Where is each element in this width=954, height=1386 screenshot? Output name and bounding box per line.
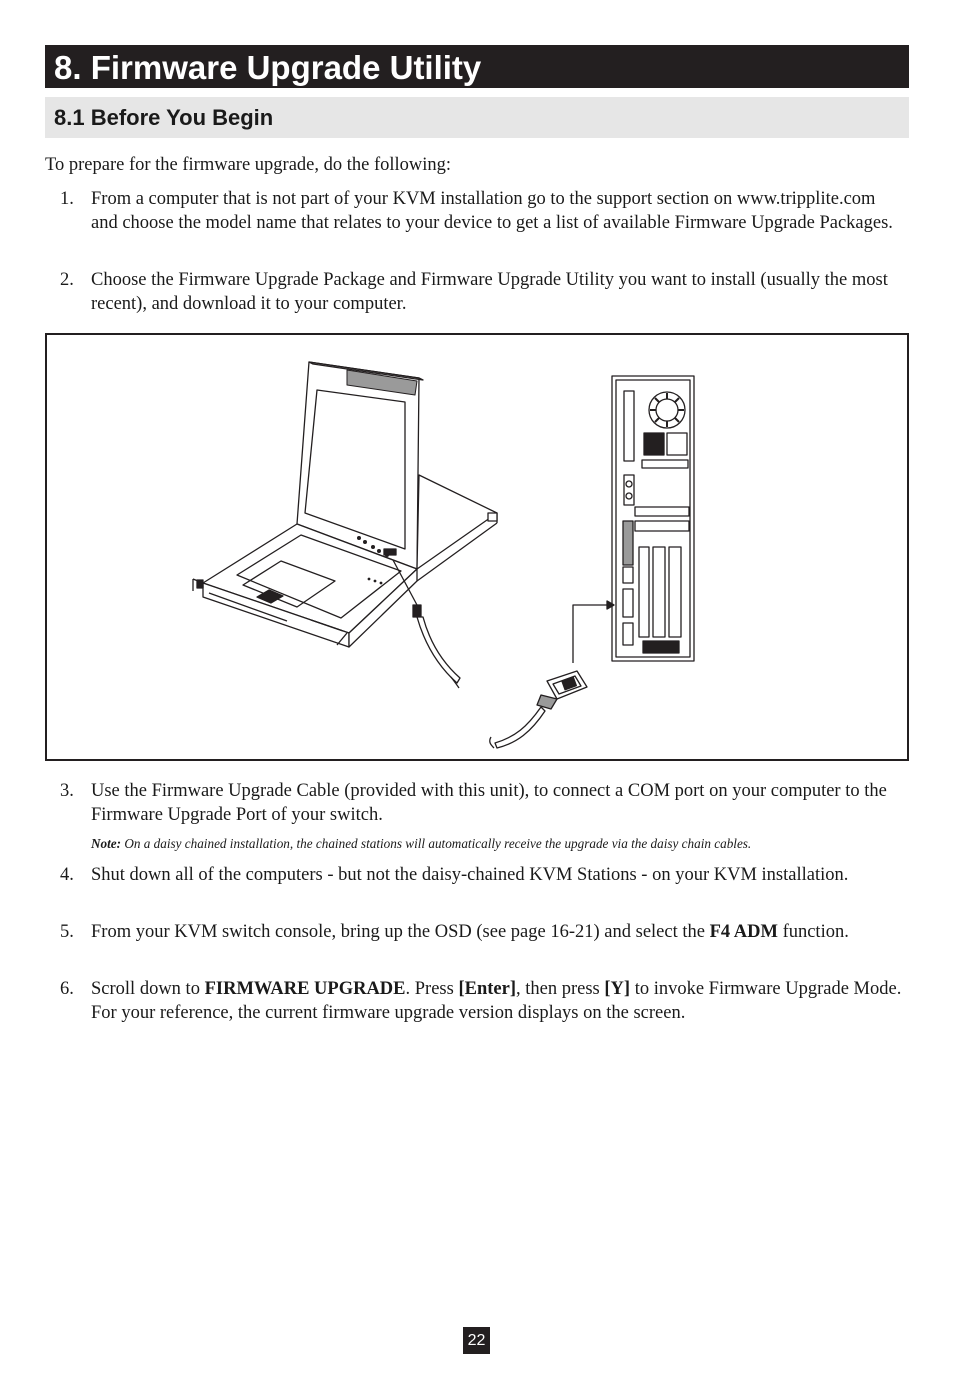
step-text: Shut down all of the computers - but not the daisy-chained KVM Stations - on your KVM installation. <box>91 865 849 885</box>
step-text <box>91 977 905 1025</box>
step-text: Choose the Firmware Upgrade Package and Firmware Upgrade Utility you want to install (usually the most recent), and download it to your computer. <box>91 270 888 314</box>
step-text-part: , then press <box>516 979 605 999</box>
step-text <box>91 920 905 944</box>
step-number: 5. <box>60 922 74 942</box>
step-number: 3. <box>60 781 74 801</box>
step-number: 4. <box>60 865 74 885</box>
step-number: 6. <box>60 979 74 999</box>
step-text-bold: F4 ADM <box>709 922 778 942</box>
section-heading: 8.1 Before You Begin <box>54 105 274 130</box>
step-text-bold: [Enter] <box>458 979 516 999</box>
computer-rear-panel-illustration <box>612 376 694 661</box>
step-text-part: . Press <box>405 979 459 999</box>
connection-arrow <box>573 601 614 663</box>
kvm-console-illustration <box>193 362 497 688</box>
step-number: 2. <box>60 270 74 290</box>
note-label: Note: <box>91 836 122 851</box>
step-number: 1. <box>60 189 74 209</box>
title-bar <box>45 45 909 88</box>
step-1 <box>45 187 905 235</box>
step-text-part: Scroll down to <box>91 979 205 999</box>
intro-text: To prepare for the firmware upgrade, do the following: <box>45 155 452 175</box>
step-text-bold: FIRMWARE UPGRADE <box>204 979 406 999</box>
step-text-part: From your KVM switch console, bring up the OSD (see page 16-21) and select the <box>91 922 710 942</box>
firmware-upgrade-cable-illustration <box>490 671 587 748</box>
step-4 <box>45 863 905 887</box>
note-text: On a daisy chained installation, the chained stations will automatically receive the upgrade via the daisy chain cables. <box>121 836 752 851</box>
step-6 <box>45 977 905 1025</box>
page-number: 22 <box>463 1327 490 1354</box>
step-text: From a computer that is not part of your KVM installation go to the support section on www.tripplite.com and choose the model name that relates to your device to get a list of available Firmware Upgrade Packages. <box>91 189 893 233</box>
step-2 <box>45 268 905 316</box>
connection-diagram <box>45 333 909 761</box>
page-title: 8. Firmware Upgrade Utility <box>54 49 482 86</box>
step-text-part: function. <box>777 922 849 942</box>
step-3 <box>45 779 905 827</box>
step-5 <box>45 920 905 944</box>
step-text-bold: [Y] <box>604 979 631 999</box>
section-heading-bar <box>45 97 909 138</box>
note <box>91 836 751 852</box>
step-text: Use the Firmware Upgrade Cable (provided with this unit), to connect a COM port on your computer to the Firmware Upgrade Port of your switch. <box>91 781 887 825</box>
step-text-part: to invoke Firmware Upgrade Mode. For your reference, the current firmware upgrade version displays on the screen. <box>91 979 902 1023</box>
